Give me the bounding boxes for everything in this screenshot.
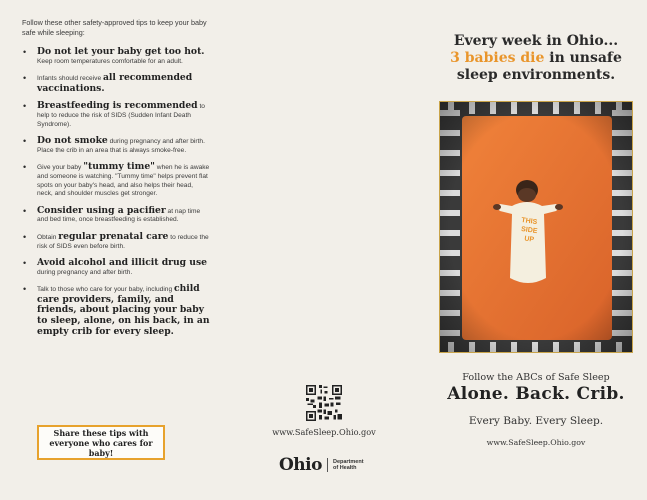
- tip-text: when he is awake and someone is watching. "Tummy time" helps prevent flat spots on your baby's head, and also helps their head, neck, and shoulder muscles get stronger.: [37, 164, 210, 198]
- tip-emphasis: Breastfeeding is recommended: [37, 100, 198, 112]
- tip-emphasis: Consider using a pacifier: [37, 204, 166, 216]
- tips-intro: Follow these other safety-approved tips to keep your baby safe while sleeping:: [22, 18, 207, 37]
- tip-text: at nap time and bed time, once breastfeeding is established.: [37, 207, 201, 224]
- logo-department-text: Department of Health: [332, 458, 364, 471]
- middle-website-link[interactable]: www.SafeSleep.Ohio.gov: [272, 427, 376, 437]
- tip-item: [10, 232, 210, 251]
- tip-emphasis: all recommended vaccinations.: [37, 72, 193, 94]
- tagline: Every Baby. Every Sleep.: [468, 415, 604, 427]
- tip-item: [10, 136, 210, 155]
- headline: [436, 33, 636, 84]
- bullet-icon: •: [23, 284, 27, 295]
- bullet-icon: •: [23, 231, 27, 242]
- headline-line2: in unsafe sleep environments.: [456, 50, 622, 83]
- headline-statistic: 3 babies die: [450, 50, 545, 66]
- bullet-icon: •: [23, 205, 27, 216]
- tip-item: [10, 258, 210, 277]
- tip-item: [10, 162, 210, 198]
- tip-item: [10, 73, 210, 94]
- abcs-title: Alone. Back. Crib.: [447, 384, 625, 404]
- tips-panel: [10, 18, 210, 344]
- tip-emphasis: child care providers, family, and friends, about placing your baby to sleep, alone, on his back, in an empty crib for every sleep.: [37, 283, 210, 337]
- tip-text: to reduce the risk of SIDS even before birth.: [37, 233, 209, 250]
- abcs-intro: Follow the ABCs of Safe Sleep: [462, 372, 610, 383]
- tip-pre: Obtain: [37, 233, 59, 241]
- right-website-link[interactable]: www.SafeSleep.Ohio.gov: [486, 438, 586, 447]
- ohio-department-of-health-logo: [279, 455, 367, 475]
- logo-divider: [327, 458, 328, 472]
- tip-pre: Give your baby: [37, 164, 84, 172]
- bullet-icon: •: [23, 136, 27, 147]
- tip-item: [10, 284, 210, 337]
- tip-pre: Infants should receive: [37, 75, 103, 83]
- tip-text: to help to reduce the risk of SIDS (Sudden Infant Death Syndrome).: [37, 103, 205, 128]
- ohio-logo-word: Ohio: [279, 455, 322, 475]
- share-tips-text: Share these tips with everyone who cares for baby!: [49, 427, 153, 458]
- crib-photo: [439, 101, 633, 353]
- bullet-icon: •: [23, 73, 27, 84]
- bullet-icon: •: [23, 47, 27, 57]
- tip-item: [10, 206, 210, 225]
- tip-text: during pregnancy and after birth. Place the crib in an area that is always smoke-free.: [37, 138, 205, 154]
- tip-emphasis: Do not let your baby get too hot.: [37, 46, 205, 57]
- share-tips-box: [37, 425, 165, 460]
- tip-item: [10, 47, 210, 66]
- baby-in-crib-illustration: [440, 102, 632, 352]
- tip-emphasis: "tummy time": [83, 161, 155, 173]
- tip-emphasis: Do not smoke: [37, 135, 108, 147]
- tip-text: during pregnancy and after birth.: [37, 268, 133, 276]
- bullet-icon: •: [23, 162, 27, 173]
- bullet-icon: •: [23, 258, 27, 269]
- headline-line1: Every week in Ohio...: [453, 33, 619, 49]
- tip-emphasis: Avoid alcohol and illicit drug use: [37, 257, 208, 269]
- tip-text: Keep room temperatures comfortable for an adult.: [37, 57, 183, 65]
- qr-code-icon: [306, 385, 342, 421]
- tip-emphasis: regular prenatal care: [58, 230, 169, 242]
- bullet-icon: •: [23, 101, 27, 112]
- tip-item: [10, 101, 210, 129]
- tip-pre: Talk to those who care for your baby, including: [37, 286, 174, 294]
- tips-list: [10, 47, 210, 337]
